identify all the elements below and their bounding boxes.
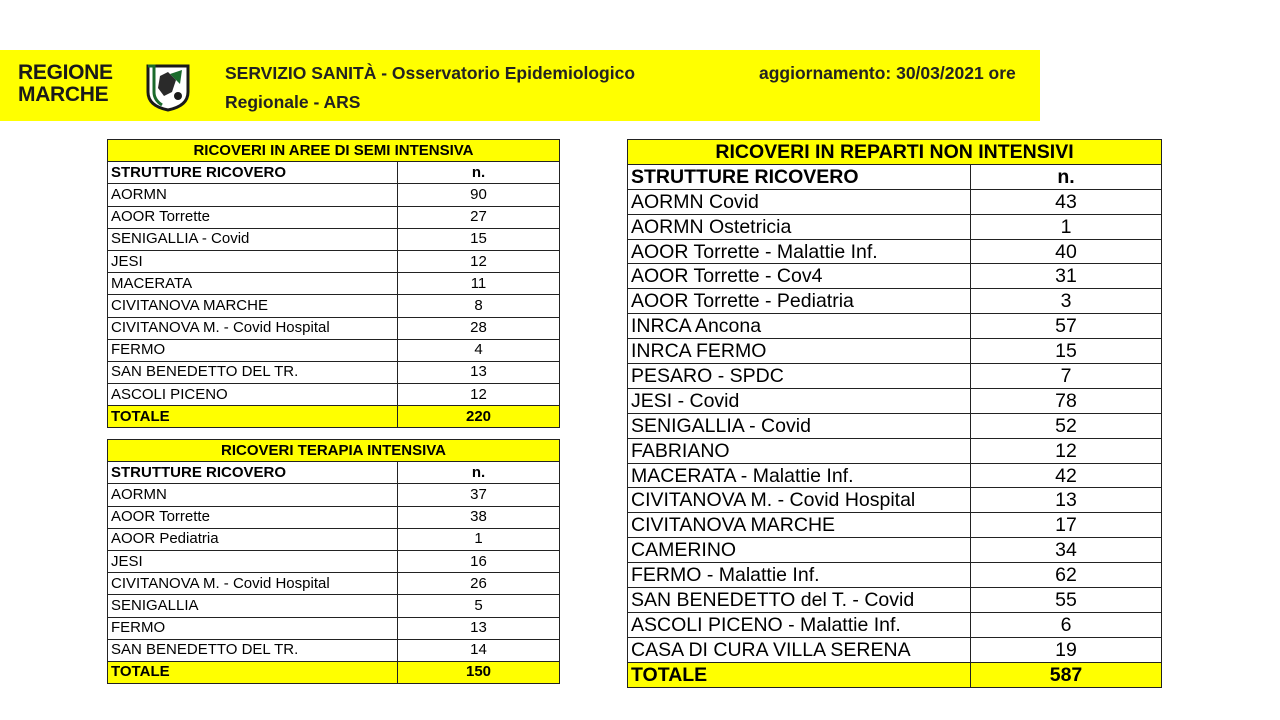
patient-count: 12 (398, 384, 560, 406)
logo-line-1: REGIONE (18, 61, 113, 84)
structure-name: FERMO (108, 617, 398, 639)
patient-count: 13 (398, 617, 560, 639)
structure-name: CIVITANOVA M. - Covid Hospital (108, 573, 398, 595)
table-row (108, 250, 560, 272)
patient-count: 55 (971, 588, 1162, 613)
patient-count: 27 (398, 206, 560, 228)
patient-count: 1 (971, 214, 1162, 239)
column-header-structure: STRUTTURE RICOVERO (628, 164, 971, 189)
update-date: aggiornamento: 30/03/2021 ore (759, 63, 1016, 83)
patient-count: 11 (398, 273, 560, 295)
table-row (628, 463, 1162, 488)
table-row (628, 438, 1162, 463)
patient-count: 62 (971, 563, 1162, 588)
table-row (108, 573, 560, 595)
patient-count: 57 (971, 314, 1162, 339)
total-count: 220 (398, 406, 560, 428)
table-row (108, 228, 560, 250)
total-count: 587 (971, 662, 1162, 687)
patient-count: 3 (971, 289, 1162, 314)
table-row (108, 295, 560, 317)
total-label: TOTALE (108, 661, 398, 683)
patient-count: 5 (398, 595, 560, 617)
patient-count: 8 (398, 295, 560, 317)
patient-count: 12 (398, 250, 560, 272)
patient-count: 26 (398, 573, 560, 595)
patient-count: 42 (971, 463, 1162, 488)
table-title: RICOVERI IN AREE DI SEMI INTENSIVA (108, 140, 560, 162)
patient-count: 34 (971, 538, 1162, 563)
structure-name: SAN BENEDETTO DEL TR. (108, 639, 398, 661)
structure-name: CAMERINO (628, 538, 971, 563)
patient-count: 37 (398, 484, 560, 506)
table-row (108, 206, 560, 228)
patient-count: 19 (971, 637, 1162, 662)
table-row (628, 364, 1162, 389)
table-row (628, 214, 1162, 239)
table-row (628, 588, 1162, 613)
table-row (108, 317, 560, 339)
structure-name: CIVITANOVA M. - Covid Hospital (628, 488, 971, 513)
structure-name: CIVITANOVA MARCHE (108, 295, 398, 317)
table-row (628, 289, 1162, 314)
column-header-structure: STRUTTURE RICOVERO (108, 462, 398, 484)
column-header-count: n. (398, 162, 560, 184)
table-row (108, 550, 560, 572)
patient-count: 1 (398, 528, 560, 550)
structure-name: FERMO (108, 339, 398, 361)
structure-name: CIVITANOVA M. - Covid Hospital (108, 317, 398, 339)
patient-count: 16 (398, 550, 560, 572)
structure-name: JESI (108, 250, 398, 272)
structure-name: AOOR Torrette - Pediatria (628, 289, 971, 314)
patient-count: 78 (971, 388, 1162, 413)
table-title: RICOVERI IN REPARTI NON INTENSIVI (628, 140, 1162, 165)
patient-count: 52 (971, 413, 1162, 438)
structure-name: PESARO - SPDC (628, 364, 971, 389)
table-row (108, 184, 560, 206)
table-row (108, 384, 560, 406)
structure-name: AOOR Torrette (108, 206, 398, 228)
table-row (628, 538, 1162, 563)
structure-name: AORMN (108, 484, 398, 506)
structure-name: AOOR Torrette - Malattie Inf. (628, 239, 971, 264)
structure-name: AORMN Covid (628, 189, 971, 214)
total-count: 150 (398, 661, 560, 683)
structure-name: AOOR Torrette (108, 506, 398, 528)
structure-name: MACERATA (108, 273, 398, 295)
table-semi-intensiva (107, 139, 560, 428)
structure-name: FABRIANO (628, 438, 971, 463)
logo-line-2: MARCHE (18, 83, 109, 106)
patient-count: 7 (971, 364, 1162, 389)
structure-name: ASCOLI PICENO - Malattie Inf. (628, 612, 971, 637)
table-row (108, 339, 560, 361)
total-label: TOTALE (108, 406, 398, 428)
structure-name: CASA DI CURA VILLA SERENA (628, 637, 971, 662)
table-row (628, 413, 1162, 438)
patient-count: 14 (398, 639, 560, 661)
structure-name: AORMN Ostetricia (628, 214, 971, 239)
table-row (628, 239, 1162, 264)
column-header-structure: STRUTTURE RICOVERO (108, 162, 398, 184)
column-header-count: n. (398, 462, 560, 484)
structure-name: SENIGALLIA - Covid (628, 413, 971, 438)
total-row (108, 406, 560, 428)
structure-name: MACERATA - Malattie Inf. (628, 463, 971, 488)
table-row (108, 617, 560, 639)
table-row (628, 264, 1162, 289)
structure-name: JESI (108, 550, 398, 572)
table-row (628, 637, 1162, 662)
patient-count: 28 (398, 317, 560, 339)
patient-count: 12 (971, 438, 1162, 463)
table-row (108, 273, 560, 295)
table-row (108, 361, 560, 383)
total-row (108, 661, 560, 683)
structure-name: AOOR Torrette - Cov4 (628, 264, 971, 289)
structure-name: SAN BENEDETTO DEL TR. (108, 361, 398, 383)
banner-title (225, 59, 635, 117)
patient-count: 38 (398, 506, 560, 528)
marche-emblem-icon (140, 62, 196, 112)
patient-count: 90 (398, 184, 560, 206)
structure-name: AORMN (108, 184, 398, 206)
table-row (108, 595, 560, 617)
table-reparti-non-intensivi (627, 139, 1162, 688)
patient-count: 43 (971, 189, 1162, 214)
banner-title-line-2: Regionale - ARS (225, 92, 361, 112)
patient-count: 13 (398, 361, 560, 383)
table-row (628, 339, 1162, 364)
table-title: RICOVERI TERAPIA INTENSIVA (108, 440, 560, 462)
structure-name: AOOR Pediatria (108, 528, 398, 550)
structure-name: INRCA FERMO (628, 339, 971, 364)
structure-name: SENIGALLIA - Covid (108, 228, 398, 250)
structure-name: FERMO - Malattie Inf. (628, 563, 971, 588)
total-row (628, 662, 1162, 687)
patient-count: 4 (398, 339, 560, 361)
header-banner (0, 50, 1040, 121)
patient-count: 15 (398, 228, 560, 250)
table-row (628, 189, 1162, 214)
table-row (108, 639, 560, 661)
structure-name: INRCA Ancona (628, 314, 971, 339)
structure-name: JESI - Covid (628, 388, 971, 413)
table-row (628, 314, 1162, 339)
structure-name: CIVITANOVA MARCHE (628, 513, 971, 538)
table-row (108, 528, 560, 550)
table-row (628, 513, 1162, 538)
banner-title-line-1: SERVIZIO SANITÀ - Osservatorio Epidemiologico (225, 63, 636, 83)
column-header-count: n. (971, 164, 1162, 189)
structure-name: SENIGALLIA (108, 595, 398, 617)
total-label: TOTALE (628, 662, 971, 687)
structure-name: SAN BENEDETTO del T. - Covid (628, 588, 971, 613)
table-row (108, 484, 560, 506)
regione-marche-logo (18, 62, 198, 110)
table-row (628, 388, 1162, 413)
table-row (628, 563, 1162, 588)
patient-count: 40 (971, 239, 1162, 264)
patient-count: 13 (971, 488, 1162, 513)
table-terapia-intensiva (107, 439, 560, 684)
patient-count: 17 (971, 513, 1162, 538)
patient-count: 31 (971, 264, 1162, 289)
patient-count: 6 (971, 612, 1162, 637)
table-row (108, 506, 560, 528)
table-row (628, 612, 1162, 637)
table-row (628, 488, 1162, 513)
logo-wordmark (18, 62, 113, 106)
patient-count: 15 (971, 339, 1162, 364)
structure-name: ASCOLI PICENO (108, 384, 398, 406)
